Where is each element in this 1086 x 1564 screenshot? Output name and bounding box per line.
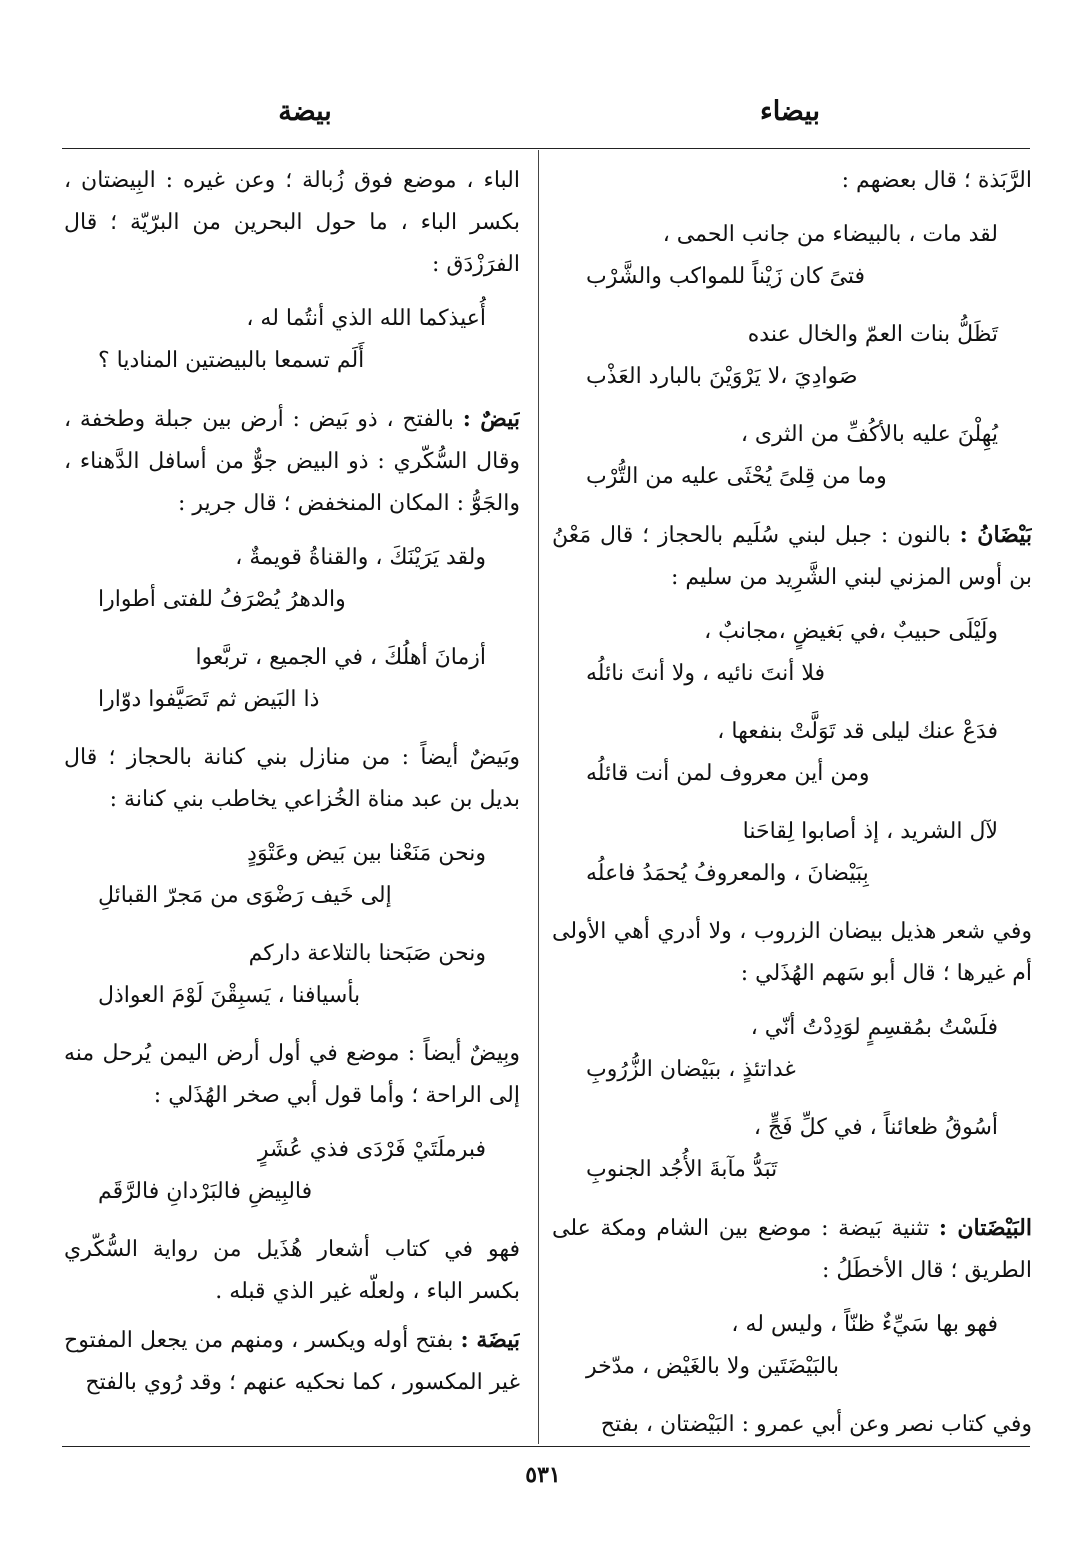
verse (552, 711, 1032, 795)
entry-headword: البَيْضَتان : (938, 1215, 1032, 1241)
verse-line: ولقد يَرَيْنَكَ ، والقناةُ قويمةٌ ، (235, 545, 486, 570)
verse-line: بأسيافنا ، يَسبِقْنَ لَوْمَ العواذل (98, 983, 361, 1008)
verse (552, 1007, 1032, 1091)
entry (64, 1319, 520, 1404)
verse (64, 933, 520, 1017)
verse-line: ومن أين معروف لمن أنت قائلُه (586, 761, 870, 786)
entry (64, 398, 520, 525)
left-column (64, 160, 520, 1440)
verse-line: فتىً كان زَيْناً للمواكب والشَّرْب (586, 264, 866, 289)
paragraph: الرَّبَذة ؛ قال بعضهم : (841, 168, 1032, 193)
paragraph: وبِيضٌ أيضاً : موضع في أول أرض اليمن يُرحل منه إلى الراحة ؛ وأما قول أبي صخر الهُذَلي : (64, 1041, 520, 1108)
entry-text: بفتح أوله ويكسر ، ومنهم من يجعل المفتوح غير المكسور ، كما نحكيه عنهم ؛ وقد رُوي بالفتح (64, 1328, 520, 1395)
verse-line: يُهِلْنَ عليه بالأكُفِّ من الثرى ، (740, 422, 998, 447)
verse-line: بالبَيْضَتَين ولا بالغَيْض ، مدّخر (586, 1354, 839, 1379)
verse-line: إلى خَيف رَضْوَى من مَجرّ القبائلِ (98, 883, 392, 908)
verse-line: غداتئذٍ ، ببَيْضان الزُّرُوبِ (586, 1057, 796, 1082)
verse (552, 611, 1032, 695)
verse (552, 214, 1032, 298)
verse-line: فدَعْ عنك ليلى قد تَوَلَّتْ بنفعها ، (717, 719, 998, 744)
entry-text: بالنون : جبل لبني سُلَيم بالحجاز ؛ قال مَعْنُ بن أوس المزني لبني الشَّرِيد من سليم : (552, 523, 1032, 590)
verse-line: فالبِيضِ فالبَرْدانِ فالرَّقَم (98, 1179, 313, 1204)
entry (552, 514, 1032, 599)
entry-headword: بَيضَة : (460, 1327, 520, 1353)
verse (552, 1107, 1032, 1191)
verse-line: أزمانَ أهلُكَ ، في الجميع ، تربَّعوا (195, 645, 486, 670)
verse-line: ونحن صَبَحنا بالتلاعة داركم (248, 941, 486, 966)
entry (552, 1207, 1032, 1292)
top-rule (62, 148, 1030, 149)
page-number: ٥٣١ (525, 1462, 561, 1488)
entry-headword: بَيضٌ : (462, 406, 520, 432)
verse-line: ولَيْلَى حبيبٌ ،في بَغيضٍ ،مجانبٌ ، (704, 619, 998, 644)
right-column (552, 160, 1032, 1440)
verse (552, 314, 1032, 398)
bottom-rule (62, 1446, 1030, 1447)
verse (64, 1129, 520, 1213)
paragraph: الباء ، موضع فوق زُبالة ؛ وعن غيره : البِيضتان ، بكسر الباء ، ما حول البحرين من البرّيّة ؛ قال الفرَزْدَق : (64, 168, 520, 277)
verse-line: فلَسْتُ بمُقسِمٍ لوَدِدْتُ أنّي ، (750, 1015, 998, 1040)
entry-headword: بَيْضَانُ : (959, 522, 1032, 548)
verse (64, 537, 520, 621)
verse-line: تَظَلُّ بنات العمّ والخال عنده (747, 322, 998, 347)
paragraph: وفي كتاب نصر وعن أبي عمرو : البَيْضتان ، بفتح (600, 1412, 1032, 1437)
paragraph: فهو في كتاب أشعار هُذَيل من رواية السُّكّري بكسر الباء ، ولعلّه غير الذي قبله . (64, 1237, 520, 1304)
verse (552, 414, 1032, 498)
verse (64, 298, 520, 382)
verse-line: لآل الشريد ، إذ أصابوا لِقاحَنا (742, 819, 998, 844)
verse (552, 1304, 1032, 1388)
verse (64, 637, 520, 721)
verse-line: ونحن مَنَعْنا بين بَيض وعَتْوَدٍ (247, 841, 486, 866)
verse-line: وما من قِلىً يُحْثَى عليه من التُّرْب (586, 464, 887, 489)
verse-line: فهو بها سَيِّءٌ ظنّاً ، وليس له ، (731, 1312, 998, 1337)
entry-text: بالفتح ، ذو بَيض : أرض بين جبلة وطخفة ، وقال السُّكّري : ذو البيض جوٌّ من أسافل الدَّهناء ، والجَوُّ : المكان المنخفض ؛ قال جرير : (64, 407, 520, 516)
verse-line: فلا أنتَ نائيه ، ولا أنتَ نائلُه (586, 661, 825, 686)
running-head-right: بيضاء (760, 96, 820, 127)
running-head-left: بيضة (278, 96, 332, 127)
entry-text: تثنية بَيضة : موضع بين الشام ومكة على الطريق ؛ قال الأخطَلُ : (552, 1216, 1032, 1283)
verse-line: أسُوقُ ظعائناً ، في كلِّ فَجٍّ ، (753, 1115, 998, 1140)
verse-line: لقد مات ، بالبيضاء من جانب الحمى ، (662, 222, 998, 247)
verse (64, 833, 520, 917)
paragraph: وبَيضٌ أيضاً : من منازل بني كنانة بالحجاز ؛ قال بديل بن عبد مناة الخُزاعي يخاطب بني كنانة : (64, 745, 520, 812)
verse-line: أُعيذكما الله الذي أنتُما له ، (246, 306, 486, 331)
column-divider (538, 150, 539, 1444)
verse (552, 811, 1032, 895)
verse-line: بِبَيْضانَ ، والمعروفُ يُحمَدُ فاعلُه (586, 861, 869, 886)
verse-line: تَبَدُّ مآبةَ الأُجُد الجنوبِ (586, 1157, 778, 1182)
verse-line: والدهرُ يُصْرَفُ للفتى أطوارا (98, 587, 346, 612)
paragraph: وفي شعر هذيل بيضان الزروب ، ولا أدري أهي الأولى أم غيرها ؛ قال أبو سَهم الهُذَلي : (552, 919, 1032, 986)
verse-line: ذا البَيض ثم تَصَيَّفوا دوّارا (98, 687, 320, 712)
verse-line: صَوادِيَ ،لا يَرْوَيْنَ بالبارد العَذْب (586, 364, 858, 389)
verse-line: أَلَم تسمعا بالبيضتين المناديا ؟ (98, 348, 365, 373)
verse-line: فبرملَتَيْ فَرْدَى فذي عُشَرٍ (257, 1137, 486, 1162)
